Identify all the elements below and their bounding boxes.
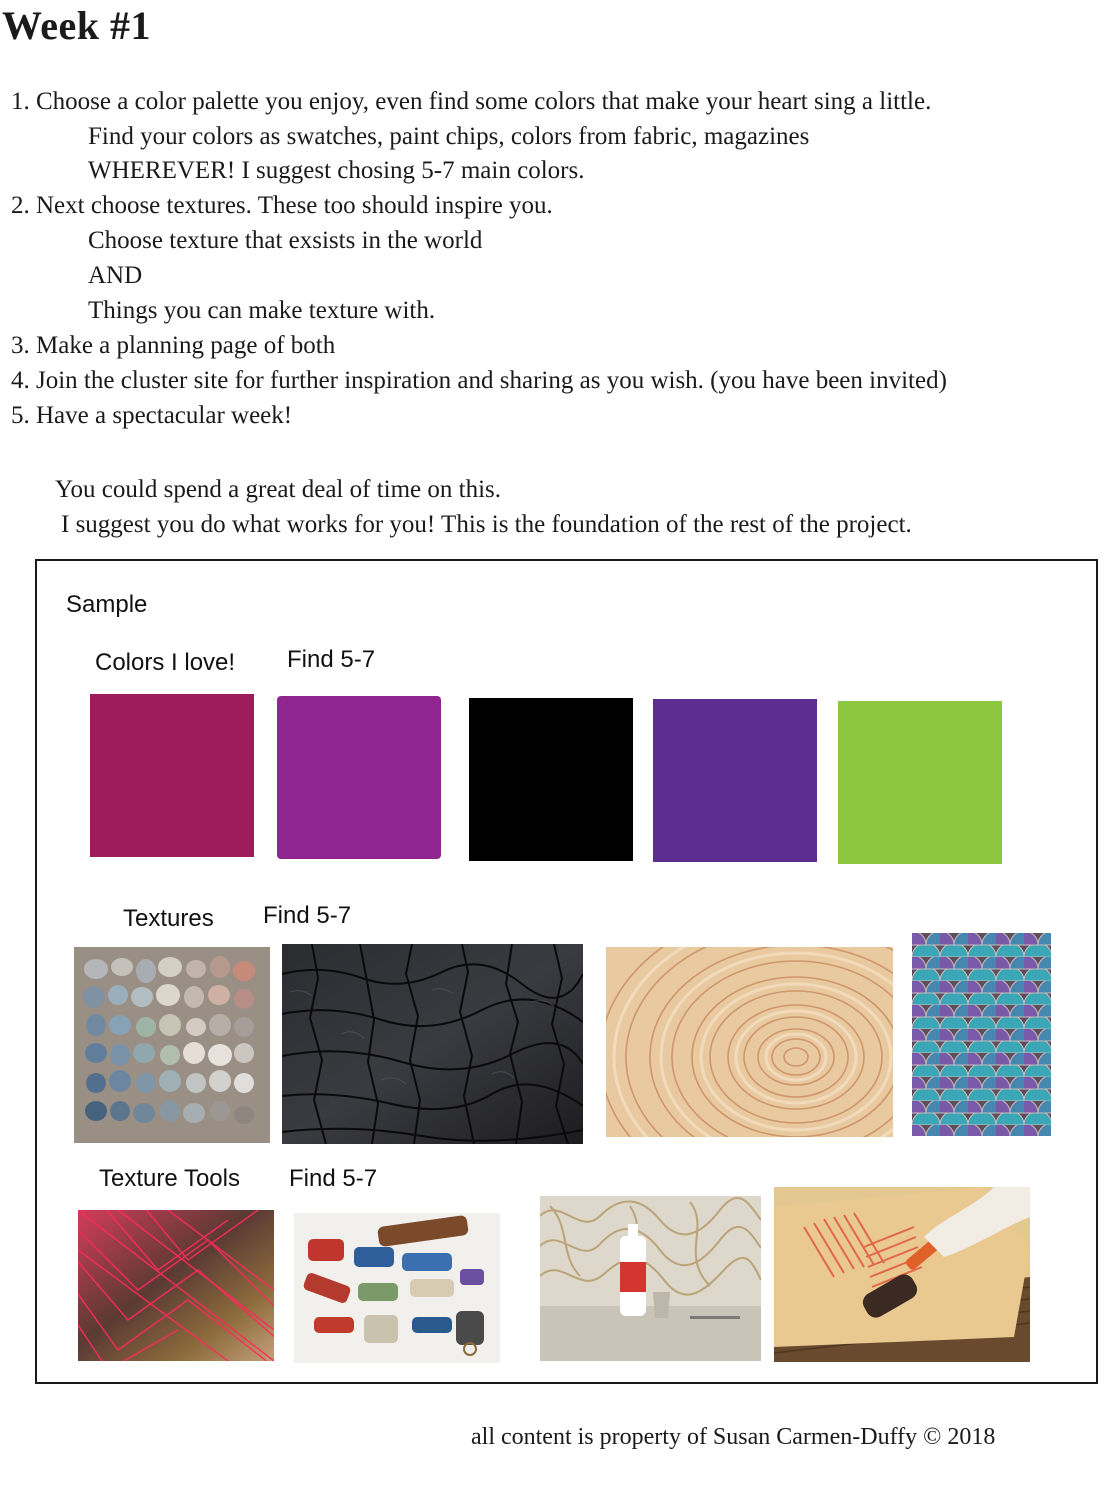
colors-hint: Find 5-7 — [287, 646, 376, 673]
color-swatch-magenta — [90, 694, 254, 857]
tools-label: Texture Tools — [99, 1165, 240, 1192]
textures-hint: Find 5-7 — [263, 902, 352, 929]
cracked-black-paint-photo — [282, 944, 583, 1144]
instruction-line: WHEREVER! I suggest chosing 5-7 main colors. — [88, 157, 585, 184]
sample-heading: Sample — [66, 591, 148, 618]
copyright-footer: all content is property of Susan Carmen-Duffy © 2018 — [471, 1424, 996, 1450]
instruction-line: 4. Join the cluster site for further inspiration and sharing as you wish. (you have been invited) — [11, 367, 947, 394]
colors-label: Colors I love! — [95, 649, 236, 676]
note-line: You could spend a great deal of time on this. — [55, 476, 501, 503]
instruction-line: 5. Have a spectacular week! — [11, 402, 293, 429]
textures-label: Textures — [123, 905, 214, 932]
brayer-printing-photo — [774, 1187, 1030, 1362]
red-mesh-netting-photo — [78, 1210, 274, 1361]
tools-hint: Find 5-7 — [289, 1165, 378, 1192]
texture-rollers-photo — [294, 1213, 500, 1363]
color-swatch-black — [469, 698, 633, 861]
instruction-line: Things you can make texture with. — [88, 297, 436, 324]
note-line: I suggest you do what works for you! This is the foundation of the rest of the project. — [61, 511, 912, 538]
pebbles-photo — [74, 947, 270, 1143]
instruction-line: 3. Make a planning page of both — [11, 332, 336, 359]
instruction-line: 2. Next choose textures. These too should inspire you. — [11, 192, 553, 219]
instruction-line: 1. Choose a color palette you enjoy, even find some colors that make your heart sing a little. — [11, 88, 932, 115]
mosaic-scales-photo — [912, 933, 1051, 1136]
instruction-line: AND — [88, 262, 143, 289]
glue-string-photo — [540, 1196, 761, 1361]
color-swatch-purple — [277, 696, 441, 859]
color-swatch-green — [838, 701, 1002, 864]
instruction-line: Choose texture that exsists in the world — [88, 227, 483, 254]
instruction-line: Find your colors as swatches, paint chips, colors from fabric, magazines — [88, 123, 810, 150]
color-swatch-violet — [653, 699, 817, 862]
page-title: Week #1 — [2, 3, 152, 48]
wood-rings-photo — [606, 947, 893, 1137]
